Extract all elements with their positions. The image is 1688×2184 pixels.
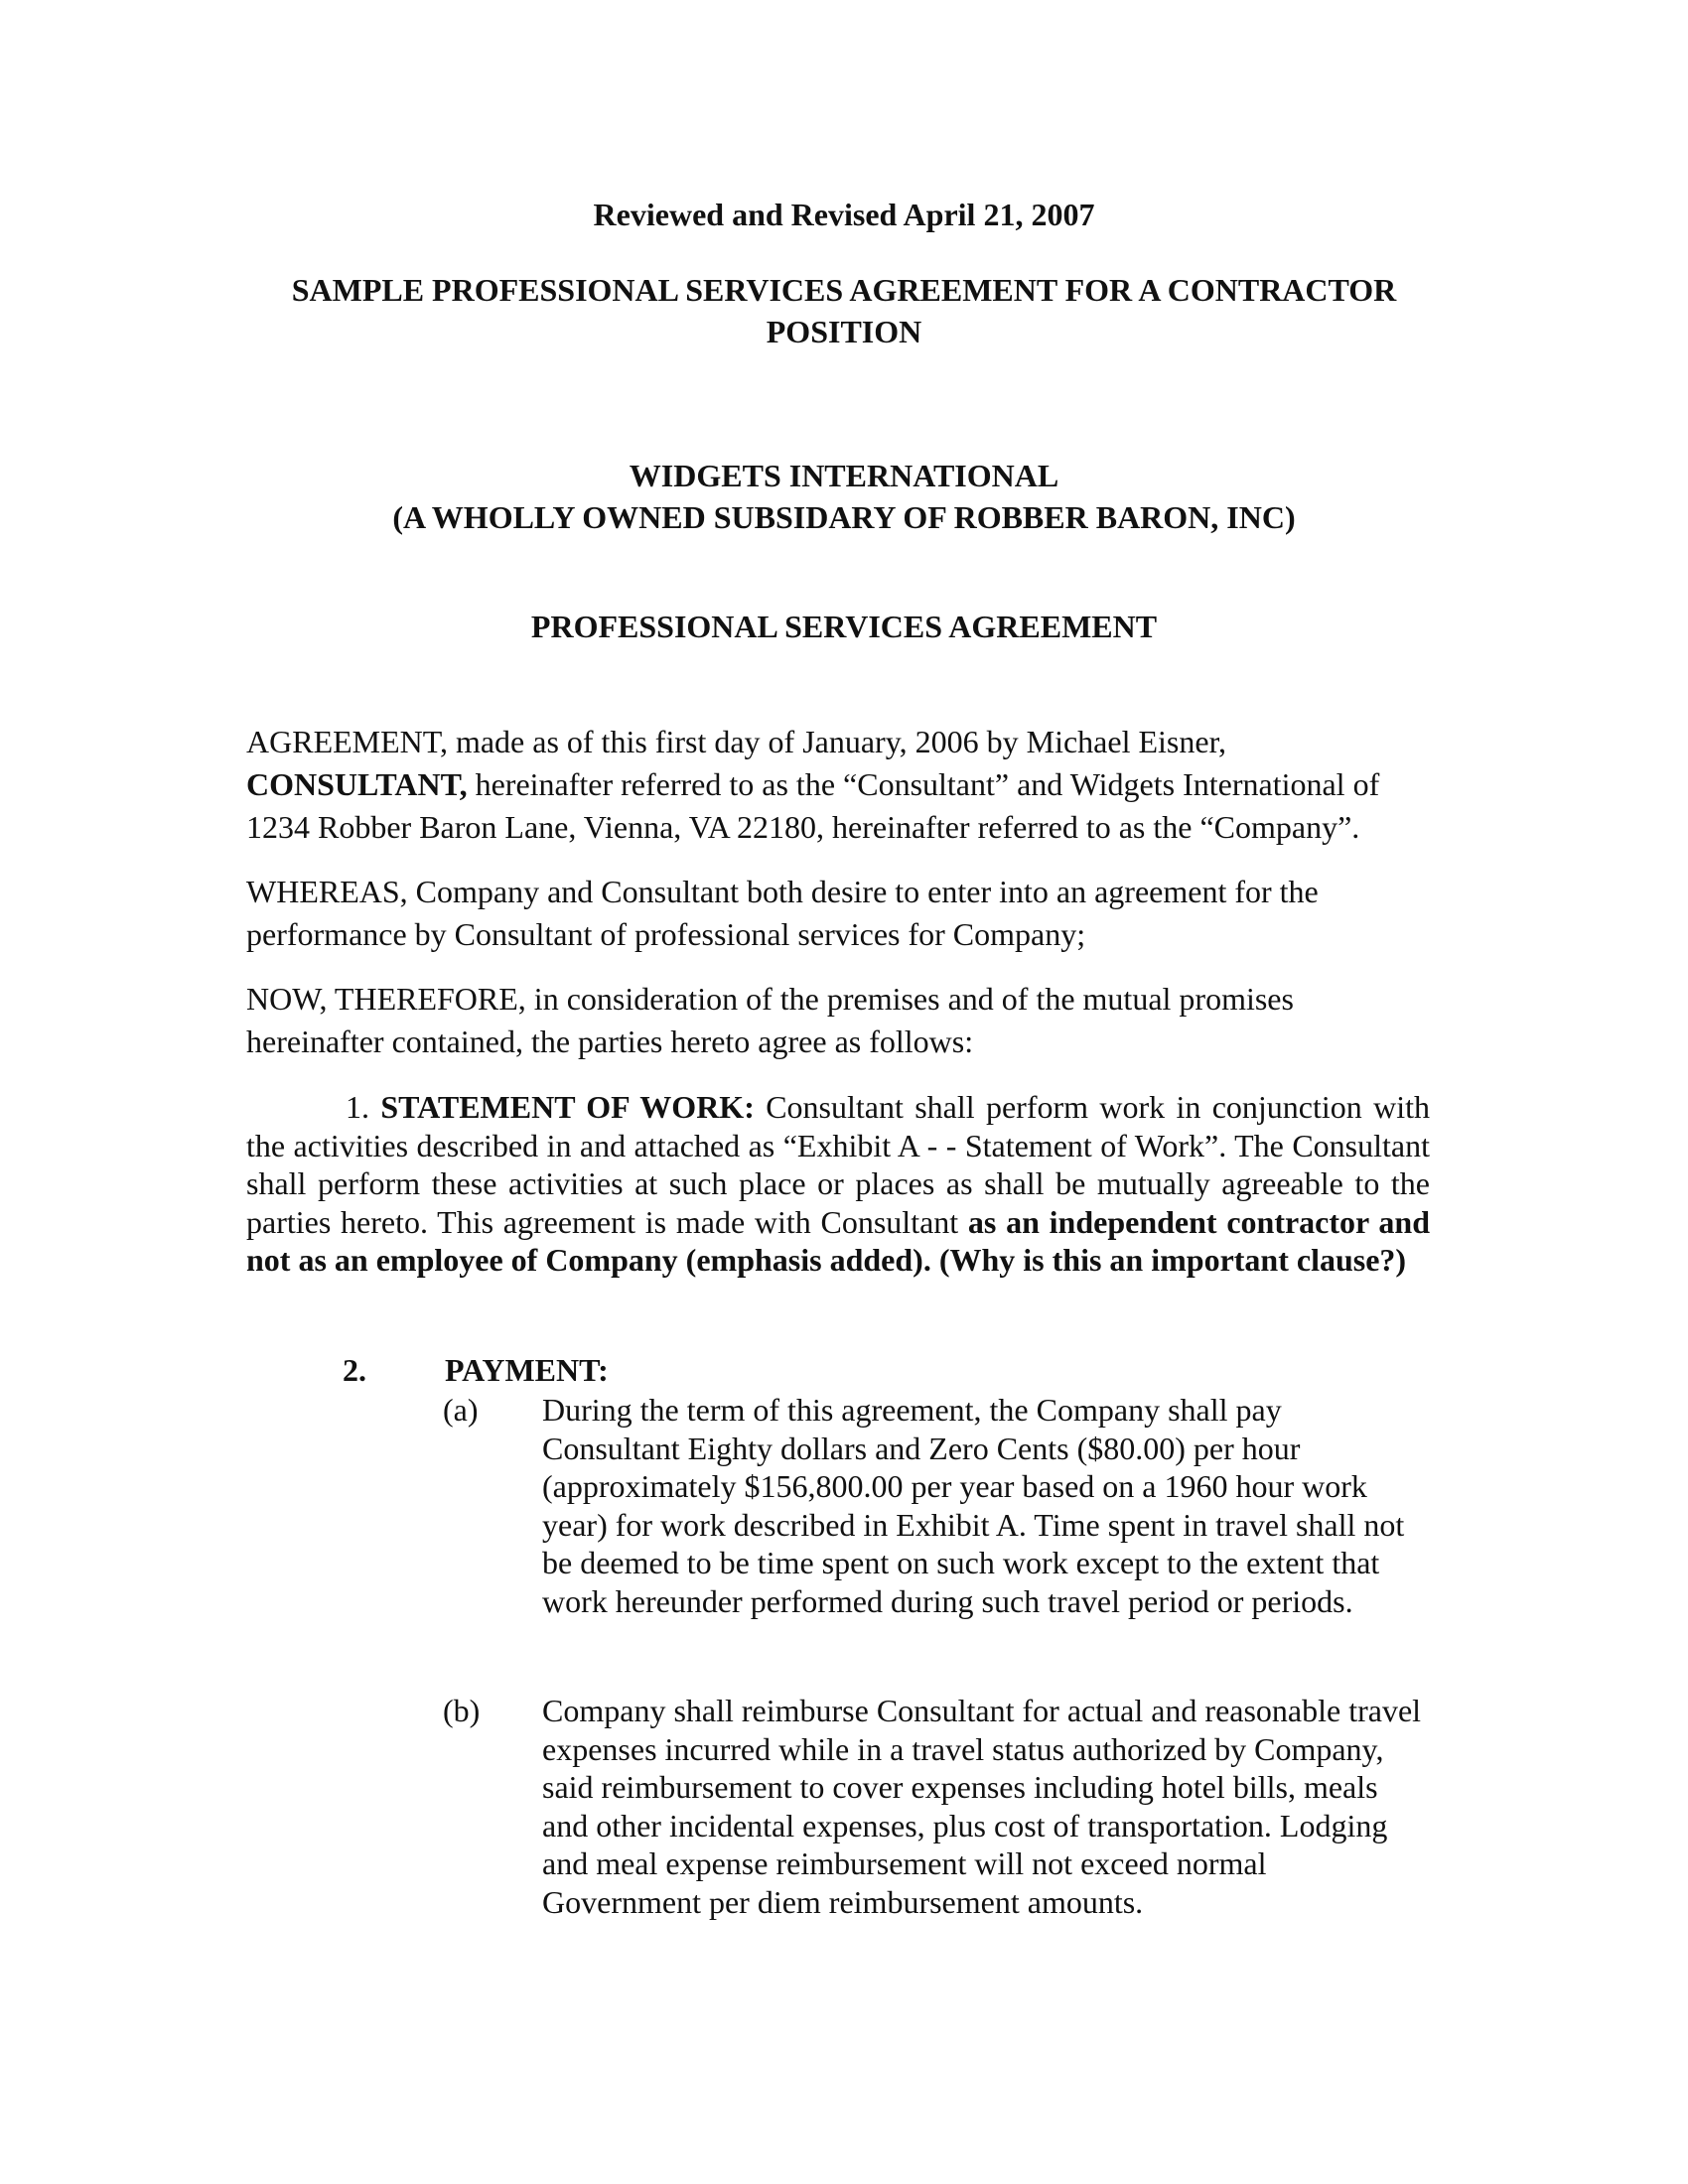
company-name: WIDGETS INTERNATIONAL <box>629 458 1059 493</box>
section-statement-of-work <box>246 1088 1430 1280</box>
consultant-term: CONSULTANT, <box>246 766 468 802</box>
document-title-line1: SAMPLE PROFESSIONAL SERVICES AGREEMENT FOR A CONTRACTOR <box>291 272 1397 308</box>
intro-paragraph <box>246 721 1430 849</box>
section1-number: 1. <box>346 1089 369 1125</box>
section2-title: PAYMENT: <box>445 1352 609 1388</box>
payment-item-b-label: (b) <box>443 1693 481 1728</box>
now-therefore-paragraph: NOW, THEREFORE, in consideration of the premises and of the mutual promises hereinafter contained, the parties hereto agree as follows: <box>246 981 1294 1059</box>
agreement-heading: PROFESSIONAL SERVICES AGREEMENT <box>530 609 1158 644</box>
section1-emphasis: as an independent contractor and not as an employee of Company (emphasis added). (Why is this an important clause?) <box>246 1203 1430 1278</box>
payment-item-a-text: During the term of this agreement, the Company shall pay Consultant Eighty dollars and Zero Cents ($80.00) per hour (approximately $156,800.00 per year based on a 1960 hour work year) for work described in Exhibit A. Time spent in travel shall not be deemed to be time spent on such work except to the extent that work hereunder performed during such travel period or periods. <box>542 1392 1405 1619</box>
section1-text: Consultant shall perform work in conjunction with the activities described in and attached as “Exhibit A - - Statement of Work”. The Consultant shall perform these activities at such place or places as shall be mutually agreeable to the parties hereto. This agreement is made with Consultant <box>246 1089 1431 1240</box>
company-subsidiary: (A WHOLLY OWNED SUBSIDARY OF ROBBER BARON, INC) <box>392 499 1296 535</box>
revision-date: Reviewed and Revised April 21, 2007 <box>593 197 1095 232</box>
payment-item-a-label: (a) <box>443 1392 479 1428</box>
section2-number: 2. <box>343 1352 366 1388</box>
intro-text-part1: AGREEMENT, made as of this first day of January, 2006 by Michael Eisner, <box>246 724 1226 759</box>
payment-item-b-text: Company shall reimburse Consultant for actual and reasonable travel expenses incurred while in a travel status authorized by Company, said reimbursement to cover expenses including hotel bills, meals and other incidental expenses, plus cost of transportation. Lodging and meal expense reimbursement will not exceed normal Government per diem reimbursement amounts. <box>542 1693 1422 1920</box>
intro-text-part2: hereinafter referred to as the “Consultant” and Widgets International of 1234 Robber Baron Lane, Vienna, VA 22180, hereinafter referred to as the “Company”. <box>246 766 1380 845</box>
company-heading <box>179 455 1509 538</box>
section1-title: STATEMENT OF WORK: <box>380 1089 755 1125</box>
whereas-paragraph: WHEREAS, Company and Consultant both desire to enter into an agreement for the performance by Consultant of professional services for Company; <box>246 874 1319 952</box>
document-title-line2: POSITION <box>766 314 922 349</box>
document-title <box>179 269 1509 352</box>
